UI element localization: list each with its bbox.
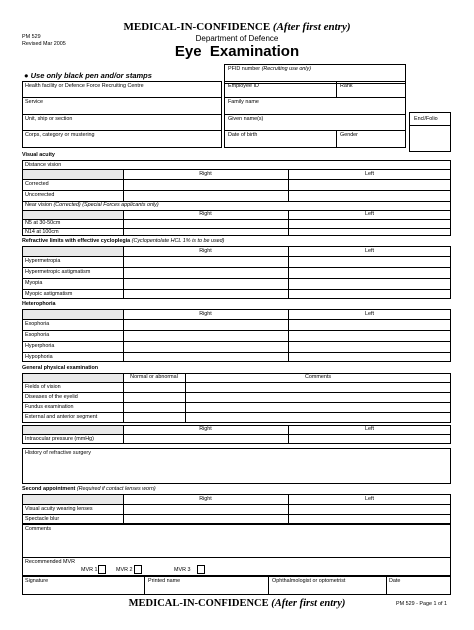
n14-label: N14 at 100cm xyxy=(25,229,59,235)
family-name-label: Family name xyxy=(228,99,259,105)
normal-abnormal-header: Normal or abnormal xyxy=(130,374,178,380)
hyperphoria-label: Hyperphoria xyxy=(25,343,55,349)
encl-folio-label: Encl/Folio xyxy=(414,116,438,122)
gender-label: Gender xyxy=(340,132,358,138)
comments-header: Comments xyxy=(304,374,332,380)
heterophoria-right-header: Right xyxy=(199,311,212,317)
page-title: Eye Examination xyxy=(174,43,300,60)
instruction-text: Use only black pen and/or stamps xyxy=(30,71,152,80)
confidential-banner-top xyxy=(0,21,474,33)
refractive-title: Refractive limits with effective cycloplegia (Cyclopentolate HCL 1% is to be used) xyxy=(22,238,225,244)
printed-name-field[interactable]: Printed name xyxy=(148,578,181,584)
corrected-label: Corrected xyxy=(25,181,49,187)
fields-of-vision-label: Fields of vision xyxy=(25,384,61,390)
facility-label: Health facility or Defence Force Recruiting Centre xyxy=(25,83,144,89)
dob-label: Date of birth xyxy=(228,132,258,138)
confidential-note: (After first entry) xyxy=(272,21,351,33)
mvr1-label: MVR 1 xyxy=(81,567,98,573)
second-right-header: Right xyxy=(199,496,212,502)
second-appointment-title: Second appointment (Required if contact lenses worn) xyxy=(22,486,156,492)
exophoria-label: Exophoria xyxy=(25,321,50,327)
refractive-surgery-history-label: History of refractive surgery xyxy=(25,450,91,456)
myopic-astigmatism-label: Myopic astigmatism xyxy=(25,291,73,297)
anterior-segment-label: External and anterior segment xyxy=(25,414,98,420)
heterophoria-left-header: Left xyxy=(365,311,374,317)
signature-field[interactable]: Signature xyxy=(25,578,49,584)
service-label: Service xyxy=(25,99,43,105)
employee-id-label: Employee ID xyxy=(228,83,259,89)
mvr2-label: MVR 2 xyxy=(116,567,133,573)
refractive-right-header: Right xyxy=(199,248,212,254)
va-wearing-lenses-label: Visual acuity wearing lenses xyxy=(25,506,93,512)
recommended-mvr-label: Recommended MVR xyxy=(25,559,76,565)
pfid-label: PFID number (Recruiting use only) xyxy=(228,66,311,72)
rank-label: Rank xyxy=(340,83,353,89)
distance-vision-label: Distance vision xyxy=(25,162,62,168)
date-field[interactable]: Date xyxy=(389,578,401,584)
corps-label: Corps, category or mustering xyxy=(25,132,95,138)
distance-right-header: Right xyxy=(199,171,212,177)
iop-left-header: Left xyxy=(365,426,374,432)
distance-left-header: Left xyxy=(365,171,374,177)
iop-label: Intraocular pressure (mmHg) xyxy=(25,436,94,442)
hypermetropic-astigmatism-label: Hypermetropic astigmatism xyxy=(25,269,91,275)
heterophoria-title: Heterophoria xyxy=(22,301,56,307)
second-comments-label: Comments xyxy=(25,526,52,532)
department-name: Department of Defence xyxy=(195,34,279,43)
mvr3-checkbox[interactable] xyxy=(197,565,205,574)
footer-confidential-label: MEDICAL-IN-CONFIDENCE xyxy=(128,598,269,609)
near-right-header: Right xyxy=(199,211,212,217)
n5-label: N5 at 30-50cm xyxy=(25,220,61,226)
ophthalmologist-field[interactable]: Ophthalmologist or optometrist xyxy=(272,578,346,584)
myopia-label: Myopia xyxy=(25,280,43,286)
spectacle-blur-label: Spectacle blur xyxy=(25,516,60,522)
bullet-icon: ● xyxy=(24,71,29,80)
esophoria-label: Esophoria xyxy=(25,332,50,338)
iop-right-header: Right xyxy=(199,426,212,432)
unit-label: Unit, ship or section xyxy=(25,116,73,122)
visual-acuity-title: Visual acuity xyxy=(22,152,55,158)
confidential-label: MEDICAL-IN-CONFIDENCE xyxy=(123,21,271,33)
second-left-header: Left xyxy=(365,496,374,502)
mvr3-label: MVR 3 xyxy=(174,567,191,573)
eyelid-label: Diseases of the eyelid xyxy=(25,394,78,400)
uncorrected-label: Uncorrected xyxy=(25,192,55,198)
refractive-left-header: Left xyxy=(365,248,374,254)
general-exam-title: General physical examination xyxy=(22,365,99,371)
near-vision-label: Near vision (Corrected) (Special Forces applicants only) xyxy=(25,202,159,208)
fundus-label: Fundus examination xyxy=(25,404,74,410)
revised-date: Revised Mar 2005 xyxy=(22,41,66,47)
near-left-header: Left xyxy=(365,211,374,217)
form-code: PM 529 xyxy=(22,34,41,40)
footer-confidential-note: (After first entry) xyxy=(271,598,346,609)
mvr2-checkbox[interactable] xyxy=(134,565,142,574)
page-number: PM 529 - Page 1 of 1 xyxy=(396,601,447,607)
pen-instruction xyxy=(24,71,152,80)
hypophoria-label: Hypophoria xyxy=(25,354,53,360)
hypermetropia-label: Hypermetropia xyxy=(25,258,61,264)
mvr1-checkbox[interactable] xyxy=(98,565,106,574)
given-names-label: Given name(s) xyxy=(228,116,264,122)
